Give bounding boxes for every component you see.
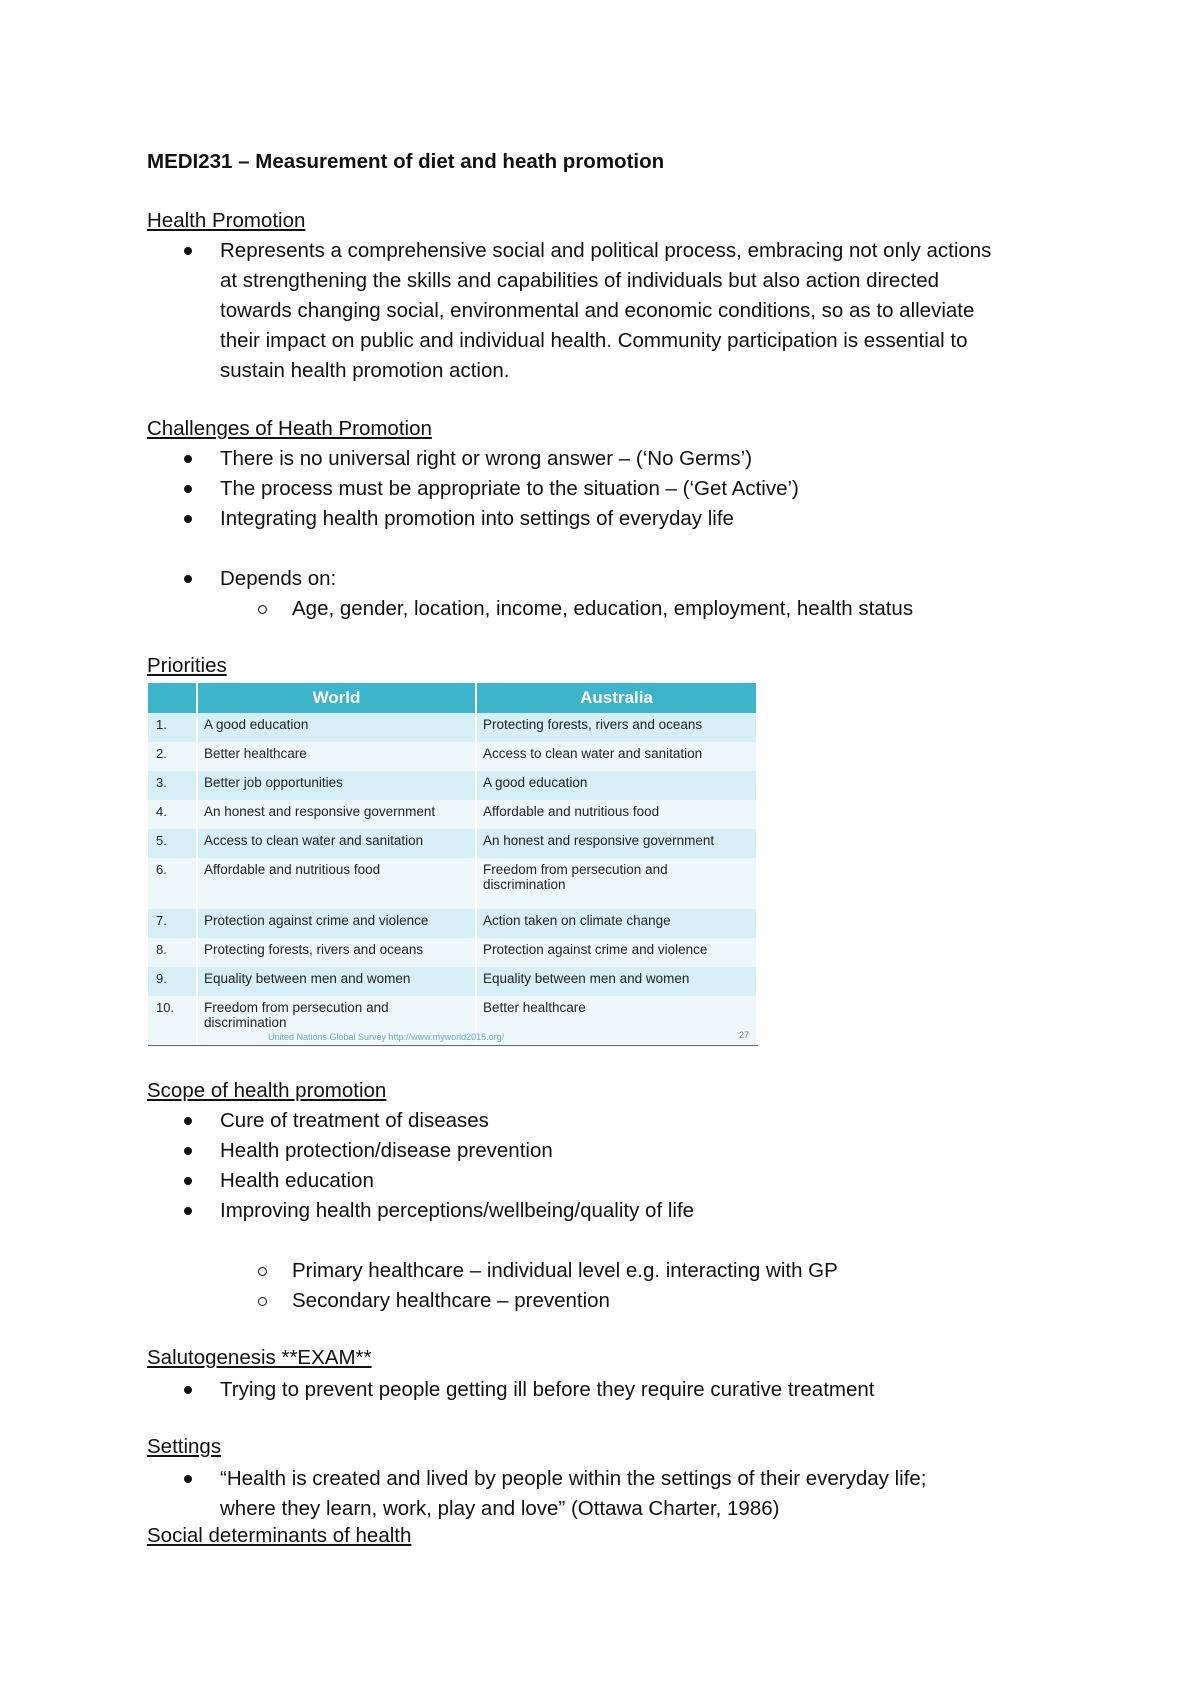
list-item-text: The process must be appropriate to the situation – (‘Get Active’) [220, 477, 799, 500]
heading-social-determinants: Social determinants of health [147, 1524, 412, 1547]
list-item-text: There is no universal right or wrong answer – (‘No Germs’) [220, 447, 753, 470]
heading-settings: Settings [147, 1435, 222, 1458]
australia-cell: A good education [476, 771, 757, 800]
australia-cell: Protection against crime and violence [476, 938, 757, 967]
health-promotion-paragraph [220, 236, 1070, 386]
column-header: Australia [476, 683, 757, 713]
rank-cell: 1. [148, 713, 197, 742]
rank-cell: 10. [148, 996, 197, 1047]
column-header: World [197, 683, 476, 713]
australia-cell: Equality between men and women [476, 967, 757, 996]
list-item-text: Improving health perceptions/wellbeing/quality of life [220, 1199, 695, 1222]
rank-cell: 7. [148, 909, 197, 938]
world-cell: Better job opportunities [197, 771, 476, 800]
bullet-icon [184, 1117, 192, 1125]
bullet-icon [184, 575, 192, 583]
rank-cell: 3. [148, 771, 197, 800]
table-row [148, 800, 757, 829]
paragraph-line: at strengthening the skills and capabilities of individuals but also action directed [220, 269, 940, 292]
australia-cell: An honest and responsive government [476, 829, 757, 858]
world-cell: Protection against crime and violence [197, 909, 476, 938]
world-cell: Affordable and nutritious food [197, 858, 476, 909]
world-cell: Protecting forests, rivers and oceans [197, 938, 476, 967]
quote-line: “Health is created and lived by people within the settings of their everyday life; [220, 1467, 927, 1490]
table-row [148, 829, 757, 858]
australia-cell: Better healthcare [476, 996, 757, 1047]
hollow-bullet-icon [258, 605, 267, 614]
table-row [148, 742, 757, 771]
heading-priorities: Priorities [147, 654, 227, 677]
bullet-icon [184, 1207, 192, 1215]
australia-cell: Freedom from persecution and discrimination [476, 858, 757, 909]
paragraph-line: their impact on public and individual health. Community participation is essential to [220, 329, 968, 352]
paragraph-line: Represents a comprehensive social and political process, embracing not only actions [220, 239, 992, 262]
table-header-row [148, 683, 757, 713]
paragraph-line: sustain health promotion action. [220, 359, 510, 382]
rank-cell: 2. [148, 742, 197, 771]
list-item-text: Health education [220, 1169, 374, 1192]
bullet-icon [184, 515, 192, 523]
sub-list-item-text: Secondary healthcare – prevention [292, 1289, 610, 1312]
priorities-table [148, 683, 758, 1047]
quote-line: where they learn, work, play and love” (Ottawa Charter, 1986) [220, 1497, 780, 1520]
paragraph-line: towards changing social, environmental and economic conditions, so as to alleviate [220, 299, 975, 322]
rank-cell: 6. [148, 858, 197, 909]
settings-quote [220, 1464, 1070, 1524]
list-item-text: Health protection/disease prevention [220, 1139, 553, 1162]
rank-cell: 4. [148, 800, 197, 829]
australia-cell: Affordable and nutritious food [476, 800, 757, 829]
australia-cell: Protecting forests, rivers and oceans [476, 713, 757, 742]
table-row [148, 967, 757, 996]
rank-cell: 8. [148, 938, 197, 967]
column-header [148, 683, 197, 713]
sub-list-item-text: Age, gender, location, income, education, employment, health status [292, 597, 914, 620]
document-title: MEDI231 – Measurement of diet and heath promotion [147, 150, 665, 173]
table-row [148, 909, 757, 938]
table-row [148, 713, 757, 742]
world-cell: Freedom from persecution and discrimination [197, 996, 476, 1047]
world-cell: Better healthcare [197, 742, 476, 771]
world-cell: An honest and responsive government [197, 800, 476, 829]
list-item-text: Depends on: [220, 567, 337, 590]
heading-salutogenesis: Salutogenesis **EXAM** [147, 1346, 372, 1369]
bullet-icon [184, 1475, 192, 1483]
hollow-bullet-icon [258, 1267, 267, 1276]
bullet-icon [184, 1177, 192, 1185]
bullet-icon [184, 1386, 192, 1394]
australia-cell: Action taken on climate change [476, 909, 757, 938]
list-item-text: Cure of treatment of diseases [220, 1109, 489, 1132]
australia-cell: Access to clean water and sanitation [476, 742, 757, 771]
rank-cell: 5. [148, 829, 197, 858]
heading-challenges: Challenges of Heath Promotion [147, 417, 432, 440]
table-source-note: United Nations Global Survey http://www.myworld2015.org/ [268, 1032, 505, 1042]
rank-cell: 9. [148, 967, 197, 996]
list-item-text: Trying to prevent people getting ill before they require curative treatment [220, 1378, 875, 1401]
bullet-icon [184, 485, 192, 493]
bullet-icon [184, 1147, 192, 1155]
table-row [148, 771, 757, 800]
world-cell: Equality between men and women [197, 967, 476, 996]
bullet-icon [184, 455, 192, 463]
slide-page-number: 27 [739, 1030, 750, 1040]
world-cell: Access to clean water and sanitation [197, 829, 476, 858]
sub-list-item-text: Primary healthcare – individual level e.g. interacting with GP [292, 1259, 838, 1282]
table-row [148, 938, 757, 967]
heading-health-promotion: Health Promotion [147, 209, 306, 232]
hollow-bullet-icon [258, 1297, 267, 1306]
world-cell: A good education [197, 713, 476, 742]
list-item-text: Integrating health promotion into settings of everyday life [220, 507, 734, 530]
table-row [148, 858, 757, 909]
heading-scope: Scope of health promotion [147, 1079, 387, 1102]
bullet-icon [184, 247, 192, 255]
